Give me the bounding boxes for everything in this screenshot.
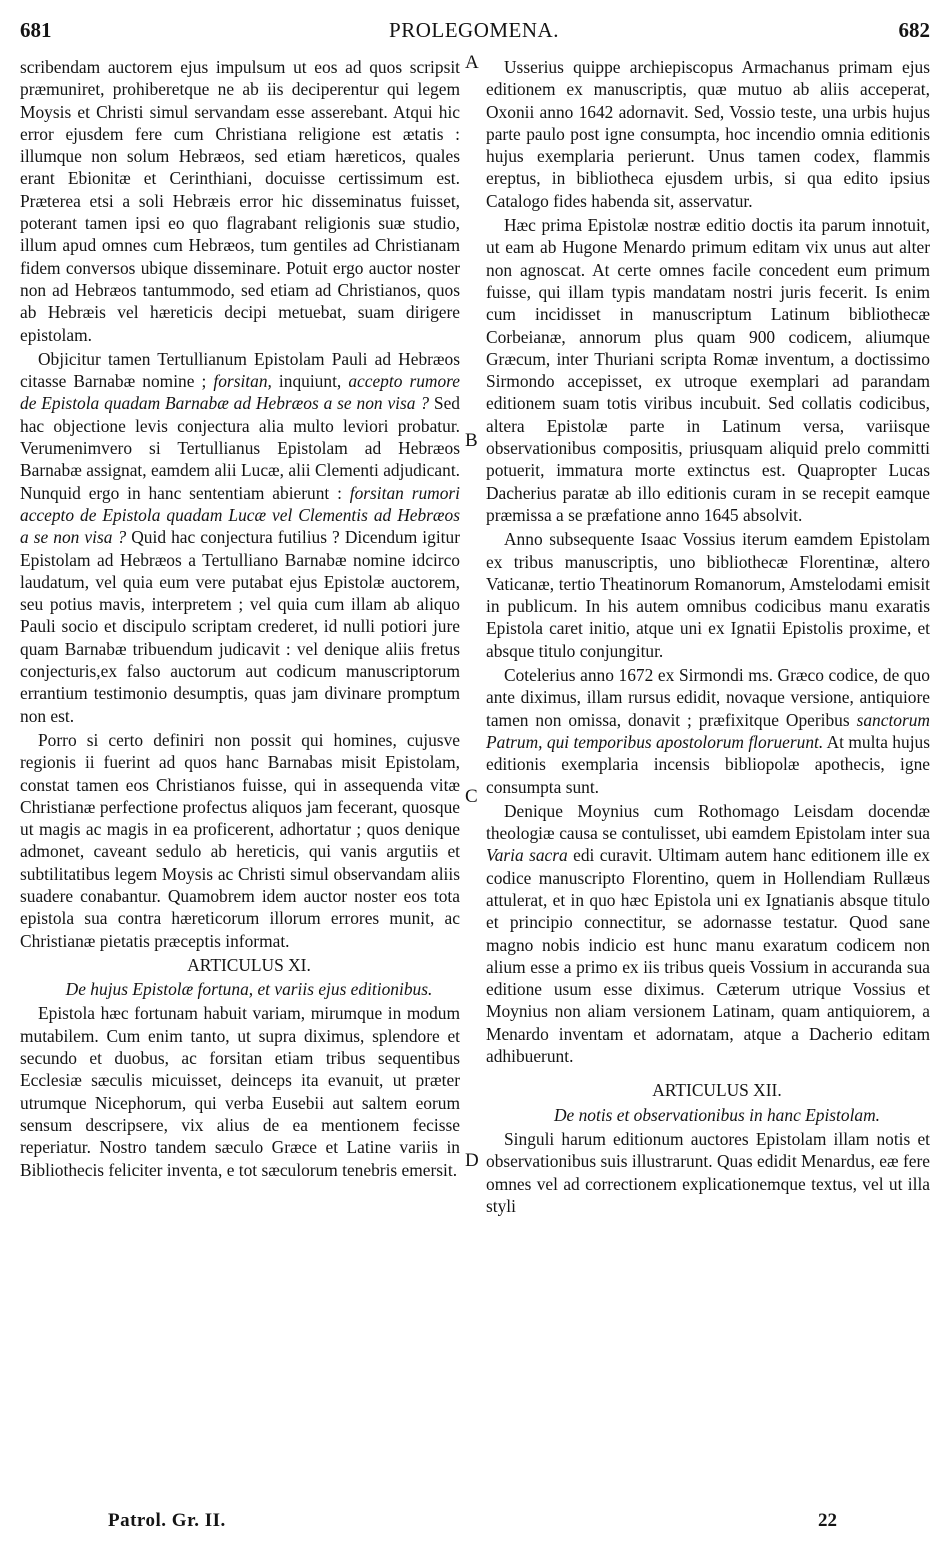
running-title: PROLEGOMENA. [389, 18, 559, 42]
paragraph: Hæc prima Epistolæ nostræ editio doctis ita parum innotuit, ut eam ab Hugone Menardo primum editam vix unus aut alter non agnoscat. At certe omnes facile concedent eum primum fuisse, qui illam typis mandatam nostri juris fecerit. Is enim cum incidisset in manuscriptum Latinum bibliothecæ Corbeianæ, annorum plus quam 900 codicem, aliumque Græcum, inter Thuriani scripta Romæ inventum, a doctissimo Sirmondo accepisset, ex utroque exemplari ad parandam editionem suam totis viribus incubuit. Sed collatis codicibus, altera Epistolæ parte in Latinum versa, variisque observationibus compositis, priusquam aliquid prelo committi potuerit, immatura morte extinctus est. Quapropter Lucas Dacherius paratæ ab illo editionis curam in se recepit eamque præmissa a se præfatione anno 1645 absolvit. [486, 215, 930, 525]
margin-marker-a: A [465, 52, 479, 73]
paragraph: Porro si certo definiri non possit qui homines, cujusve regionis ii fuerint ad quos hanc Barnabas misit Epistolam, constat tamen eos Christianos fuisse, qui in assequenda vitæ Christianæ perfectione profectus aliquos jam fecerant, quosque ut magis ac magis in ea proficerent, adhortatur ; quos denique admonet, caveant sedulo ab hereticis, qui vanis argutiis et subtilitatibus legem Moysis ac Christi simul observandam aliis suadere conabantur. Quamobrem idem auctor noster eos tota epistola sua contra hæreticorum illorum errores munit, ac Christianæ pietatis præceptis informat. [20, 729, 460, 951]
paragraph: Epistola hæc fortunam habuit variam, mirumque in modum mutabilem. Cum enim tanto, ut supra diximus, splendore et secundo et duobus, ac forsitan etiam tribus sequentibus Ecclesiæ sæculis micuisset, deinceps ita evanuit, ut præter utrumque Nicephorum, qui verba Eusebii aut saltem eorum sensum descripsere, vix alius de ea mentionem fecisse reperiatur. Nostro tandem sæculo Græce et Latine variis in Bibliothecis feliciter inventa, e tot sæculorum tenebris emersit. [20, 1003, 460, 1180]
paragraph: Objicitur tamen Tertullianum Epistolam Pauli ad Hebræos citasse Barnabæ nomine ; forsitan, inquiunt, accepto rumore de Epistola quadam Barnabæ ad Hebræos a se non visa ? Sed hac objectione levis conjectura alia multo leviori probatur. Verumenimvero si Tertullianus Epistolam ad Hebræos Barnabæ assignat, eamdem alii Lucæ, alii Clementi adjudicant. Nunquid ergo in hanc sententiam abierunt : forsitan rumori accepto de Epistola quadam Lucæ vel Clementis ad Hebræos a se non visa ? Quid hac conjectura futilius ? Dicendum igitur Epistolam ad Hebræos a Tertulliano Barnabæ nomine idcirco laudatum, vel quia eum vere putabat ejus Epistolæ auctorem, seu potius mavis, interpretem ; vel quia cum illam ab aliquo Pauli socio et discipulo scriptam crederet, id nulli potiori jure quam Barnabæ tribuendum judicavit : vel denique aliis fretus conjecturis,ex falso auctorum aut codicum manuscriptorum errantium testimonio desumptis, quas jam divinare promptum non est. [20, 348, 461, 726]
left-column [20, 56, 460, 1181]
page-number-left: 681 [20, 18, 52, 42]
paragraph: Denique Moynius cum Rothomago Leisdam docendæ theologiæ causa se contulisset, ubi eamdem Epistolam inter sua Varia sacra edi curavit. Ultimam autem hanc editionem ille ex codice manuscripto Florentino, quem in Hollendiam Rullæus attulerat, et in quo hæc Epistola uni ex Ignatianis absque titulo et principio connectitur, se adornasse testatur. Quod sane magno nobis indicio est hunc manu exaratum codicem non alium esse a primo ex iis tribus queis Vossium in accuranda sua editione usum esse diximus. Cæterum utrique Vossius et Moynius non aliam versionem Latinam, quam antiquiorem, a Menardo inventam et adornatam, atque a Dacherio editam adhibuerunt. [486, 800, 930, 1067]
paragraph: scribendam auctorem ejus impulsum ut eos ad quos scripsit præmuniret, prohiberetque ne ab iis deciperentur qui legem Moysis et Christi simul servandam esse asserebant. Atqui hic error ejusdem fere cum Christiana religione est ætatis : illumque non solum Hebræos, sed etiam hæreticos, quales erant Ebionitæ et Cerinthiani, docuisse certissimum est. Præterea etsi a soli Hebræis error hic disseminatus fuisset, poterant tamen ipsi eo quo flagrabant religionis suæ studio, illum apud omnes cum Hebræos, tum gentiles ad Christianam fidem conversos ubique disseminare. Potuit ergo auctor noster non ad Hebræos tantummodo, sed etiam ad Christianos, quos ab Hebræis vel hæreticis decipi metuebat, suam dirigere epistolam. [20, 57, 460, 345]
paragraph: Singuli harum editionum auctores Epistolam illam notis et observationibus suis illustrarunt. Quas edidit Menardus, eæ fere omnes vel ad correctionem explicationemque textus, vel ut illa styli [486, 1128, 930, 1216]
paragraph: Usserius quippe archiepiscopus Armachanus primam ejus editionem ex manuscriptis, quæ mutuo ab aliis acceperat, Oxonii anno 1642 adornavit. Sed, Vossio teste, una urbis hujus parte paulo post igne consumpta, hoc incendio omnia editionis hujus exemplaria perierunt. Unus tamen codex, flammis ereptus, in bibliotheca ejusdem urbis, si qua edito ipsius Catalogo fides habenda sit, asservatur. [486, 57, 930, 211]
page-number-right: 682 [898, 18, 930, 42]
footer-gathering-number: 22 [818, 1510, 837, 1531]
margin-marker-b: B [465, 430, 478, 451]
right-column [486, 56, 930, 1217]
paragraph: Anno subsequente Isaac Vossius iterum eamdem Epistolam ex tribus manuscriptis, uno bibliothecæ Florentinæ, altero Vaticanæ, tertio Theatinorum Romanorum, Amstelodami emisit in publicum. In his autem omnibus codicibus manu exaratis Epistola caret initio, atque uni ex Ignatii Epistolis proxime, et absque titulo conjungitur. [486, 529, 930, 661]
article-heading: ARTICULUS XII. [652, 1080, 782, 1101]
paragraph: Cotelerius anno 1672 ex Sirmondi ms. Græco codice, de quo ante diximus, illam rursus edidit, novaque versione, antiquiore tamen non omissa, donavit ; præfixitque Operibus sanctorum Patrum, qui temporibus apostolorum floruerunt. At multa hujus editionis exemplaria incensis bibliopolæ apothecis, igne consumpta sunt. [486, 665, 930, 797]
article-heading: ARTICULUS XI. [187, 954, 311, 975]
margin-marker-c: C [465, 786, 478, 807]
footer-signature: Patrol. Gr. II. [108, 1510, 226, 1531]
article-subheading: De hujus Epistolæ fortuna, et variis ejus editionibus. [65, 979, 433, 1000]
margin-marker-d: D [465, 1150, 479, 1171]
article-subheading: De notis et observationibus in hanc Epistolam. [553, 1104, 881, 1125]
